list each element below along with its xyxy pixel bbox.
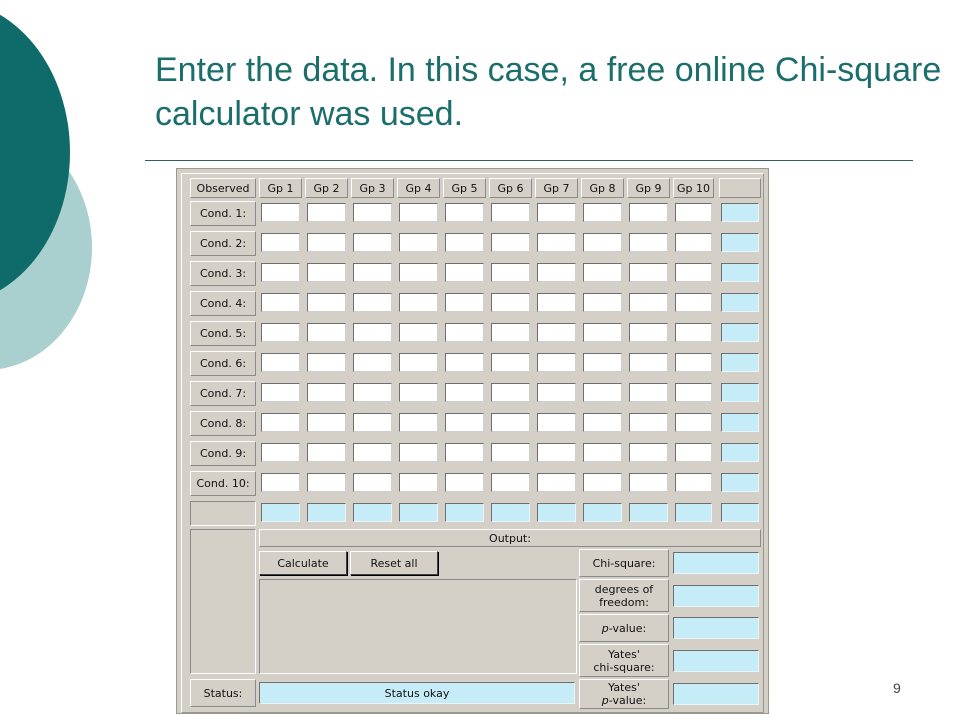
row-total-field xyxy=(721,203,759,222)
observed-input[interactable] xyxy=(445,443,484,462)
observed-input[interactable] xyxy=(491,473,530,492)
observed-input[interactable] xyxy=(537,473,576,492)
observed-input[interactable] xyxy=(307,443,346,462)
observed-input[interactable] xyxy=(445,293,484,312)
observed-input[interactable] xyxy=(537,293,576,312)
observed-input[interactable] xyxy=(629,443,668,462)
label-line xyxy=(608,648,640,661)
observed-input[interactable] xyxy=(261,233,300,252)
observed-input[interactable] xyxy=(675,353,712,372)
observed-input[interactable] xyxy=(307,473,346,492)
observed-input[interactable] xyxy=(629,413,668,432)
observed-input[interactable] xyxy=(353,263,392,282)
middle-blank-area xyxy=(259,579,577,674)
observed-input[interactable] xyxy=(583,413,622,432)
observed-input[interactable] xyxy=(353,233,392,252)
observed-input[interactable] xyxy=(537,233,576,252)
row-total-field xyxy=(721,473,759,492)
observed-input[interactable] xyxy=(583,353,622,372)
observed-input[interactable] xyxy=(491,233,530,252)
row-total-field xyxy=(721,233,759,252)
observed-input[interactable] xyxy=(353,473,392,492)
observed-input[interactable] xyxy=(675,233,712,252)
group-header: Gp 6 xyxy=(489,178,532,198)
observed-input[interactable] xyxy=(261,443,300,462)
yates-chi-square-label xyxy=(579,644,669,677)
observed-input[interactable] xyxy=(491,203,530,222)
group-header: Gp 3 xyxy=(351,178,394,198)
row-total-field xyxy=(721,443,759,462)
observed-input[interactable] xyxy=(491,323,530,342)
column-total-field xyxy=(491,503,530,522)
observed-input[interactable] xyxy=(491,263,530,282)
observed-input[interactable] xyxy=(445,323,484,342)
observed-input[interactable] xyxy=(307,293,346,312)
observed-input[interactable] xyxy=(629,383,668,402)
group-header: Gp 1 xyxy=(259,178,302,198)
observed-input[interactable] xyxy=(537,413,576,432)
label-line xyxy=(593,661,654,674)
observed-input[interactable] xyxy=(675,293,712,312)
observed-input[interactable] xyxy=(399,233,438,252)
label-line xyxy=(599,596,649,609)
observed-input[interactable] xyxy=(491,443,530,462)
header-spacer xyxy=(719,178,761,198)
observed-input[interactable] xyxy=(445,473,484,492)
observed-input[interactable] xyxy=(353,203,392,222)
observed-input[interactable] xyxy=(583,233,622,252)
observed-input[interactable] xyxy=(353,323,392,342)
observed-input[interactable] xyxy=(445,383,484,402)
degrees-of-freedom-label xyxy=(579,579,669,612)
column-total-field xyxy=(261,503,300,522)
condition-label: Cond. 2: xyxy=(190,231,256,256)
column-total-field xyxy=(399,503,438,522)
observed-input[interactable] xyxy=(353,293,392,312)
group-header: Gp 2 xyxy=(305,178,348,198)
column-total-field xyxy=(583,503,622,522)
observed-input[interactable] xyxy=(307,353,346,372)
observed-input[interactable] xyxy=(399,293,438,312)
yates-p-value-label xyxy=(579,679,669,709)
observed-input[interactable] xyxy=(583,473,622,492)
chi-square-calculator xyxy=(176,168,769,714)
group-header: Gp 5 xyxy=(443,178,486,198)
observed-input[interactable] xyxy=(491,293,530,312)
status-field: Status okay xyxy=(259,682,575,704)
observed-input[interactable] xyxy=(307,203,346,222)
observed-input[interactable] xyxy=(583,443,622,462)
column-total-field xyxy=(721,503,759,522)
observed-input[interactable] xyxy=(629,353,668,372)
observed-input[interactable] xyxy=(445,233,484,252)
p-italic: p xyxy=(601,621,609,635)
observed-input[interactable] xyxy=(307,323,346,342)
status-label: Status: xyxy=(190,679,256,707)
observed-input[interactable] xyxy=(537,323,576,342)
reset-all-button[interactable]: Reset all xyxy=(350,551,438,575)
dof-text-line1: degrees of xyxy=(594,582,654,596)
observed-input[interactable] xyxy=(399,203,438,222)
column-total-field xyxy=(629,503,668,522)
group-header: Gp 7 xyxy=(535,178,578,198)
observed-input[interactable] xyxy=(399,383,438,402)
observed-input[interactable] xyxy=(261,263,300,282)
chi-square-label xyxy=(579,549,669,577)
observed-input[interactable] xyxy=(583,203,622,222)
observed-input[interactable] xyxy=(491,383,530,402)
column-total-field xyxy=(353,503,392,522)
condition-label: Cond. 3: xyxy=(190,261,256,286)
observed-header: Observed xyxy=(190,178,256,198)
page-number: 9 xyxy=(893,680,901,696)
column-total-field xyxy=(675,503,712,522)
column-total-field xyxy=(537,503,576,522)
output-header: Output: xyxy=(259,529,761,547)
condition-label: Cond. 6: xyxy=(190,351,256,376)
calculate-button[interactable]: Calculate xyxy=(259,551,347,575)
row-total-field xyxy=(721,383,759,402)
observed-input[interactable] xyxy=(537,353,576,372)
observed-input[interactable] xyxy=(399,443,438,462)
observed-input[interactable] xyxy=(583,383,622,402)
condition-label: Cond. 9: xyxy=(190,441,256,466)
column-total-field xyxy=(307,503,346,522)
p-value-output xyxy=(673,617,759,639)
row-total-field xyxy=(721,293,759,312)
yates-chi-line1: Yates' xyxy=(608,647,640,661)
yates-p-line1: Yates' xyxy=(608,681,640,694)
observed-input[interactable] xyxy=(491,413,530,432)
condition-label: Cond. 8: xyxy=(190,411,256,436)
observed-input[interactable] xyxy=(261,413,300,432)
title-divider xyxy=(145,160,913,161)
observed-input[interactable] xyxy=(307,233,346,252)
observed-input[interactable] xyxy=(675,383,712,402)
observed-input[interactable] xyxy=(353,443,392,462)
label-line xyxy=(595,583,653,596)
observed-input[interactable] xyxy=(537,383,576,402)
p-value-label xyxy=(579,614,669,642)
observed-input[interactable] xyxy=(629,323,668,342)
observed-input[interactable] xyxy=(307,263,346,282)
observed-input[interactable] xyxy=(629,293,668,312)
label-line xyxy=(602,694,646,707)
observed-input[interactable] xyxy=(445,353,484,372)
condition-label: Cond. 10: xyxy=(190,471,256,496)
observed-input[interactable] xyxy=(307,383,346,402)
observed-input[interactable] xyxy=(675,473,712,492)
observed-input[interactable] xyxy=(353,383,392,402)
observed-input[interactable] xyxy=(353,413,392,432)
row-total-field xyxy=(721,323,759,342)
group-header: Gp 9 xyxy=(627,178,670,198)
chi-square-text: Chi-square: xyxy=(592,556,656,570)
observed-input[interactable] xyxy=(399,323,438,342)
dof-text-line2: freedom: xyxy=(599,595,649,609)
observed-input[interactable] xyxy=(261,323,300,342)
yates-p-text: -value: xyxy=(608,694,647,707)
observed-input[interactable] xyxy=(675,263,712,282)
chi-square-output xyxy=(673,552,759,574)
condition-label: Cond. 7: xyxy=(190,381,256,406)
group-header: Gp 8 xyxy=(581,178,624,198)
observed-input[interactable] xyxy=(261,353,300,372)
condition-label: Cond. 1: xyxy=(190,201,256,226)
observed-input[interactable] xyxy=(261,473,300,492)
totals-row-blank xyxy=(190,501,256,526)
row-total-field xyxy=(721,263,759,282)
observed-input[interactable] xyxy=(261,383,300,402)
slide-title: Enter the data. In this case, a free online Chi-square calculator was used. xyxy=(155,51,942,133)
observed-input[interactable] xyxy=(445,413,484,432)
observed-input[interactable] xyxy=(583,293,622,312)
condition-label: Cond. 5: xyxy=(190,321,256,346)
observed-input[interactable] xyxy=(399,473,438,492)
observed-input[interactable] xyxy=(583,323,622,342)
observed-input[interactable] xyxy=(629,203,668,222)
observed-input[interactable] xyxy=(675,323,712,342)
observed-input[interactable] xyxy=(445,263,484,282)
group-header: Gp 10 xyxy=(673,178,714,198)
observed-input[interactable] xyxy=(537,443,576,462)
observed-input[interactable] xyxy=(261,203,300,222)
row-total-field xyxy=(721,353,759,372)
observed-input[interactable] xyxy=(675,443,712,462)
observed-input[interactable] xyxy=(629,233,668,252)
observed-input[interactable] xyxy=(399,413,438,432)
observed-input[interactable] xyxy=(445,203,484,222)
label-line xyxy=(602,622,646,635)
observed-input[interactable] xyxy=(491,353,530,372)
observed-input[interactable] xyxy=(307,413,346,432)
observed-input[interactable] xyxy=(353,353,392,372)
yates-p-value-output xyxy=(673,683,759,705)
yates-chi-line2: chi-square: xyxy=(593,660,655,674)
label-line xyxy=(608,681,640,694)
left-blank-area xyxy=(190,529,256,674)
group-header: Gp 4 xyxy=(397,178,440,198)
observed-input[interactable] xyxy=(629,263,668,282)
observed-input[interactable] xyxy=(537,263,576,282)
observed-input[interactable] xyxy=(537,203,576,222)
degrees-of-freedom-output xyxy=(673,585,759,607)
observed-input[interactable] xyxy=(583,263,622,282)
observed-input[interactable] xyxy=(629,473,668,492)
p-value-text: -value: xyxy=(608,621,647,635)
observed-input[interactable] xyxy=(399,263,438,282)
row-total-field xyxy=(721,413,759,432)
yates-chi-square-output xyxy=(673,650,759,672)
observed-input[interactable] xyxy=(261,293,300,312)
observed-input[interactable] xyxy=(399,353,438,372)
observed-input[interactable] xyxy=(675,413,712,432)
condition-label: Cond. 4: xyxy=(190,291,256,316)
observed-input[interactable] xyxy=(675,203,712,222)
yates-p-italic: p xyxy=(601,694,609,707)
column-total-field xyxy=(445,503,484,522)
